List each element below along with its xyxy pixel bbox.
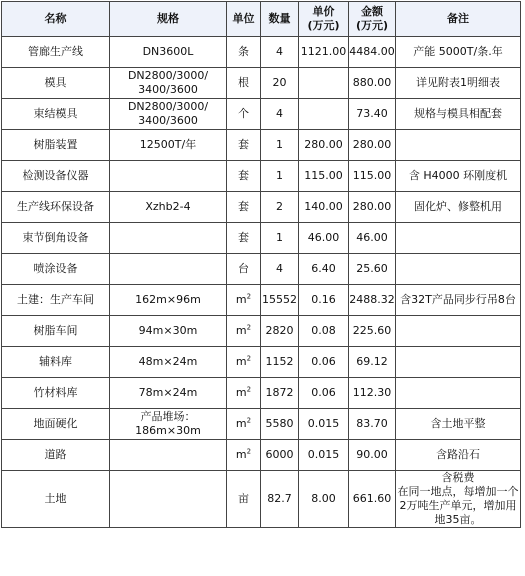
item-unit: $m^2$ xyxy=(227,316,261,347)
item-qty: 4 xyxy=(261,37,299,68)
item-price: 46.00 xyxy=(299,223,349,254)
item-qty: 4 xyxy=(261,254,299,285)
item-name: 模具 xyxy=(2,68,110,99)
item-unit: 条 xyxy=(227,37,261,68)
item-unit: 套 xyxy=(227,161,261,192)
item-note-line: 含路沿石 xyxy=(436,448,480,461)
item-spec xyxy=(110,285,227,316)
table-row xyxy=(2,223,521,254)
table-row xyxy=(2,440,521,471)
item-price: 0.08 xyxy=(299,316,349,347)
item-note-line: 含32T产品同步行吊8台 xyxy=(400,293,516,306)
item-unit: $m^2$ xyxy=(227,409,261,440)
header-price xyxy=(299,2,349,37)
item-spec-line: 48m×24m xyxy=(138,355,198,368)
item-amount: 73.40 xyxy=(349,99,396,130)
item-qty: 4 xyxy=(261,99,299,130)
item-note-line: 详见附表1明细表 xyxy=(416,76,500,89)
item-spec xyxy=(110,161,227,192)
header-amount-line2: (万元) xyxy=(355,19,389,32)
item-note xyxy=(396,471,521,528)
item-spec-line: 78m×24m xyxy=(138,386,198,399)
header-row xyxy=(2,2,521,37)
item-name: 辅料库 xyxy=(2,347,110,378)
item-unit: 套 xyxy=(227,130,261,161)
item-note xyxy=(396,68,521,99)
item-amount: 280.00 xyxy=(349,130,396,161)
item-name: 树脂车间 xyxy=(2,316,110,347)
item-spec xyxy=(110,378,227,409)
item-spec xyxy=(110,471,227,528)
table-row xyxy=(2,347,521,378)
table-body xyxy=(2,37,521,528)
item-note xyxy=(396,223,521,254)
item-note xyxy=(396,130,521,161)
table-row xyxy=(2,37,521,68)
item-name: 土建：生产车间 xyxy=(2,285,110,316)
table-row xyxy=(2,161,521,192)
table-row xyxy=(2,99,521,130)
item-note xyxy=(396,285,521,316)
item-note-line: 含税费 xyxy=(441,471,475,484)
item-name: 生产线环保设备 xyxy=(2,192,110,223)
item-unit: $m^2$ xyxy=(227,285,261,316)
item-spec-line: 94m×30m xyxy=(138,324,198,337)
item-qty: 1152 xyxy=(261,347,299,378)
item-note-line: 固化炉、修整机用 xyxy=(414,200,502,213)
item-amount: 69.12 xyxy=(349,347,396,378)
item-price: 0.06 xyxy=(299,378,349,409)
item-spec-line: 3400/3600 xyxy=(138,114,198,127)
item-spec-line: 12500T/年 xyxy=(139,138,197,151)
item-price: 140.00 xyxy=(299,192,349,223)
item-unit: $m^2$ xyxy=(227,378,261,409)
table-row xyxy=(2,316,521,347)
item-qty: 2 xyxy=(261,192,299,223)
item-spec xyxy=(110,347,227,378)
item-spec xyxy=(110,409,227,440)
item-unit: 套 xyxy=(227,223,261,254)
item-name: 喷涂设备 xyxy=(2,254,110,285)
item-note-line: 含土地平整 xyxy=(430,417,486,430)
table-row xyxy=(2,254,521,285)
item-spec xyxy=(110,316,227,347)
item-note-line: 地35亩。 xyxy=(434,513,482,526)
item-spec xyxy=(110,254,227,285)
item-price: 115.00 xyxy=(299,161,349,192)
item-spec-line: 产品堆场：186m×30m xyxy=(135,410,201,437)
item-spec-line: Xzhb2-4 xyxy=(145,200,191,213)
item-amount: 2488.32 xyxy=(349,285,396,316)
item-amount: 46.00 xyxy=(349,223,396,254)
item-price: 1121.00 xyxy=(299,37,349,68)
item-qty: 1 xyxy=(261,161,299,192)
item-amount: 661.60 xyxy=(349,471,396,528)
item-spec xyxy=(110,99,227,130)
item-price xyxy=(299,99,349,130)
item-spec-line: 3400/3600 xyxy=(138,83,198,96)
item-amount: 880.00 xyxy=(349,68,396,99)
item-name: 束结模具 xyxy=(2,99,110,130)
item-price: 0.06 xyxy=(299,347,349,378)
item-amount: 25.60 xyxy=(349,254,396,285)
item-spec xyxy=(110,37,227,68)
item-note xyxy=(396,37,521,68)
item-note-line: 产能 5000T/条.年 xyxy=(413,45,503,58)
table-row xyxy=(2,68,521,99)
item-unit: $m^2$ xyxy=(227,440,261,471)
item-spec-line: DN2800/3000/ xyxy=(127,100,209,113)
item-unit: $m^2$ xyxy=(227,347,261,378)
table-row xyxy=(2,409,521,440)
header-unit: 单位 xyxy=(227,2,261,37)
investment-table xyxy=(1,1,521,528)
item-spec xyxy=(110,68,227,99)
item-unit: 个 xyxy=(227,99,261,130)
item-name: 束节倒角设备 xyxy=(2,223,110,254)
item-amount: 90.00 xyxy=(349,440,396,471)
item-amount: 4484.00 xyxy=(349,37,396,68)
header-name: 名称 xyxy=(2,2,110,37)
header-note: 备注 xyxy=(396,2,521,37)
item-qty: 1872 xyxy=(261,378,299,409)
item-note xyxy=(396,254,521,285)
item-note-line: 含 H4000 环刚度机 xyxy=(408,169,508,182)
item-note xyxy=(396,99,521,130)
item-amount: 83.70 xyxy=(349,409,396,440)
header-price-line2: (万元) xyxy=(307,19,340,32)
item-note-line: 2万吨生产单元，增加用 xyxy=(399,499,517,512)
item-amount: 280.00 xyxy=(349,192,396,223)
table-row xyxy=(2,192,521,223)
item-price: 0.015 xyxy=(299,440,349,471)
item-spec xyxy=(110,440,227,471)
item-note xyxy=(396,316,521,347)
item-name: 土地 xyxy=(2,471,110,528)
item-spec-line: DN3600L xyxy=(142,45,194,58)
item-price: 8.00 xyxy=(299,471,349,528)
item-note xyxy=(396,378,521,409)
table-row xyxy=(2,378,521,409)
item-unit: 台 xyxy=(227,254,261,285)
header-amount xyxy=(349,2,396,37)
item-note xyxy=(396,192,521,223)
table-row xyxy=(2,130,521,161)
item-spec xyxy=(110,223,227,254)
item-spec-line: DN2800/3000/ xyxy=(127,69,209,82)
item-price: 6.40 xyxy=(299,254,349,285)
item-price xyxy=(299,68,349,99)
header-qty: 数量 xyxy=(261,2,299,37)
item-name: 竹材料库 xyxy=(2,378,110,409)
item-note xyxy=(396,161,521,192)
table-row xyxy=(2,285,521,316)
item-qty: 5580 xyxy=(261,409,299,440)
item-price: 0.015 xyxy=(299,409,349,440)
item-spec xyxy=(110,192,227,223)
table-row xyxy=(2,471,521,528)
header-amount-line1: 金额 xyxy=(361,5,383,18)
item-name: 管廊生产线 xyxy=(2,37,110,68)
item-qty: 2820 xyxy=(261,316,299,347)
item-note-line: 规格与模具相配套 xyxy=(414,107,502,120)
item-qty: 1 xyxy=(261,130,299,161)
header-price-line1: 单价 xyxy=(312,5,335,18)
item-amount: 112.30 xyxy=(349,378,396,409)
item-note xyxy=(396,440,521,471)
item-amount: 225.60 xyxy=(349,316,396,347)
item-qty: 1 xyxy=(261,223,299,254)
item-amount: 115.00 xyxy=(349,161,396,192)
item-name: 树脂装置 xyxy=(2,130,110,161)
item-spec xyxy=(110,130,227,161)
item-qty: 6000 xyxy=(261,440,299,471)
header-spec: 规格 xyxy=(110,2,227,37)
item-note xyxy=(396,347,521,378)
item-name: 地面硬化 xyxy=(2,409,110,440)
item-name: 道路 xyxy=(2,440,110,471)
item-qty: 20 xyxy=(261,68,299,99)
item-unit: 亩 xyxy=(227,471,261,528)
item-unit: 根 xyxy=(227,68,261,99)
item-note xyxy=(396,409,521,440)
item-qty: 82.7 xyxy=(261,471,299,528)
item-spec-line: 162m×96m xyxy=(135,293,201,306)
item-name: 检测设备仪器 xyxy=(2,161,110,192)
item-price: 280.00 xyxy=(299,130,349,161)
item-note-line: 在同一地点，每增加一个 xyxy=(397,485,519,498)
item-qty: 15552 xyxy=(261,285,299,316)
item-price: 0.16 xyxy=(299,285,349,316)
item-unit: 套 xyxy=(227,192,261,223)
